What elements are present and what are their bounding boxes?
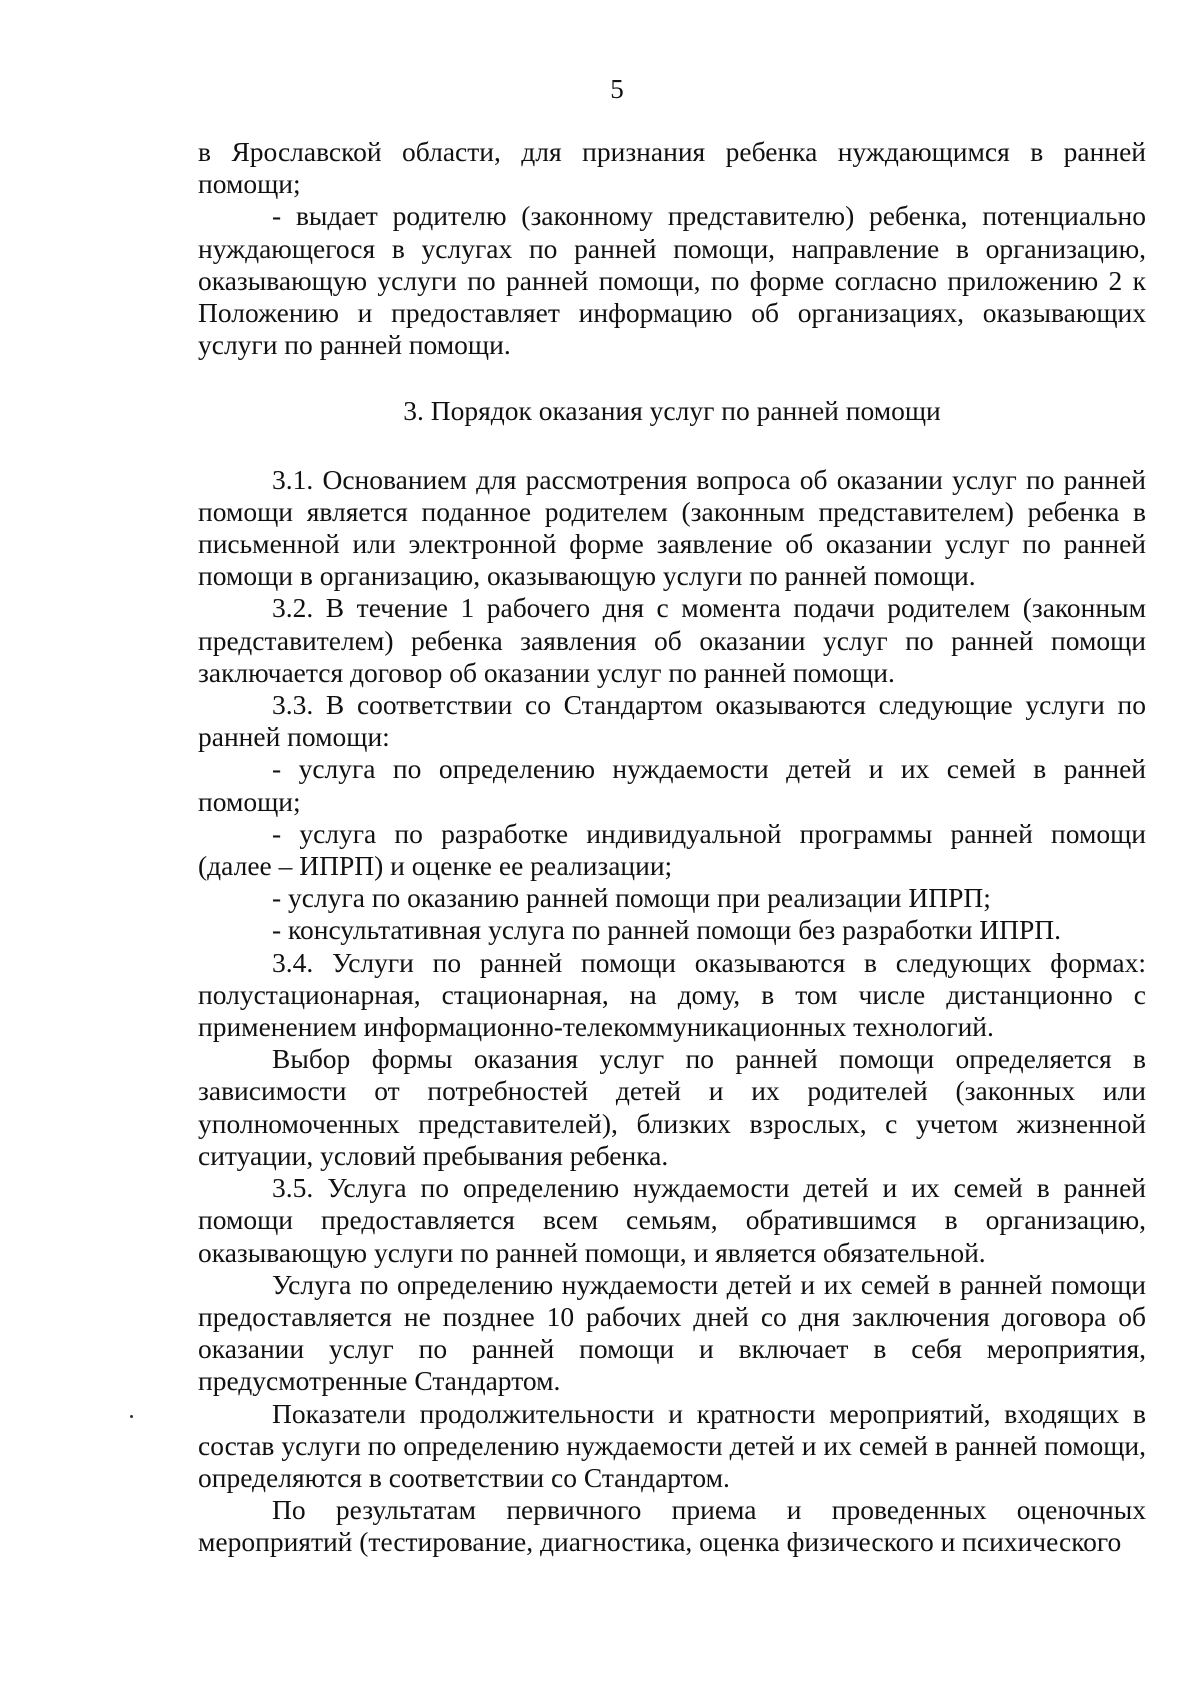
paragraph-indicators: Показатели продолжительности и кратности мероприятий, входящих в состав услуги по определению нуждаемости детей и их семей в ранней помощи, определяются в соответствии со Стандартом. [198, 1397, 1146, 1493]
paragraph-results: По результатам первичного приема и проведенных оценочных мероприятий (тестирование, диагностика, оценка физического и психического [198, 1494, 1146, 1558]
paragraph-3-2: 3.2. В течение 1 рабочего дня с момента подачи родителем (законным представителем) ребенка заявления об оказании услуг по ранней помощи заключается договор об оказании услуг по ранней помощи. [198, 592, 1146, 688]
document-body [198, 136, 1146, 1559]
scan-speck [130, 1415, 133, 1418]
paragraph-3-4: 3.4. Услуги по ранней помощи оказываются в следующих формах: полустационарная, стационарная, на дому, в том числе дистанционно с применением информационно-телекоммуникационных технологий. [198, 946, 1146, 1043]
page-number: 5 [610, 74, 624, 104]
paragraph-3-3: 3.3. В соответствии со Стандартом оказываются следующие услуги по ранней помощи: [198, 689, 1146, 753]
paragraph-form-choice: Выбор формы оказания услуг по ранней помощи определяется в зависимости от потребностей детей и их родителей (законных или уполномоченных представителей), близких взрослых, с учетом жизненной ситуации, условий пребывания ребенка. [198, 1043, 1146, 1171]
list-item-need-assessment: - услуга по определению нуждаемости детей и их семей в ранней помощи; [198, 753, 1146, 817]
paragraph-3-5: 3.5. Услуга по определению нуждаемости детей и их семей в ранней помощи предоставляется всем семьям, обратившимся в организацию, оказывающую услуги по ранней помощи, и является обязательной. [198, 1172, 1146, 1268]
paragraph-continuation: в Ярославской области, для признания ребенка нуждающимся в ранней помощи; [198, 136, 1146, 200]
list-item-consultation: - консультативная услуга по ранней помощи без разработки ИПРП. [272, 914, 1062, 946]
paragraph-referral: - выдает родителю (законному представителю) ребенка, потенциально нуждающегося в услугах по ранней помощи, направление в организацию, оказывающую услуги по ранней помощи, по форме согласно приложению 2 к Положению и предоставляет информацию об организациях, оказывающих услуги по ранней помощи. [198, 200, 1146, 361]
section-heading: 3. Порядок оказания услуг по ранней помощи [403, 395, 941, 427]
list-item-ipr-implementation: - услуга по оказанию ранней помощи при реализации ИПРП; [272, 882, 991, 914]
paragraph-3-1: 3.1. Основанием для рассмотрения вопроса об оказании услуг по ранней помощи является поданное родителем (законным представителем) ребенка в письменной или электронной форме заявление об оказании услуг по ранней помощи в организацию, оказывающую услуги по ранней помощи. [198, 463, 1146, 592]
paragraph-service-deadline: Услуга по определению нуждаемости детей и их семей в ранней помощи предоставляется не позднее 10 рабочих дней со дня заключения договора об оказании услуг по ранней помощи и включает в себя мероприятия, предусмотренные Стандартом. [198, 1268, 1146, 1397]
list-item-ipr-development: - услуга по разработке индивидуальной программы ранней помощи (далее – ИПРП) и оценке ее реализации; [198, 817, 1146, 882]
